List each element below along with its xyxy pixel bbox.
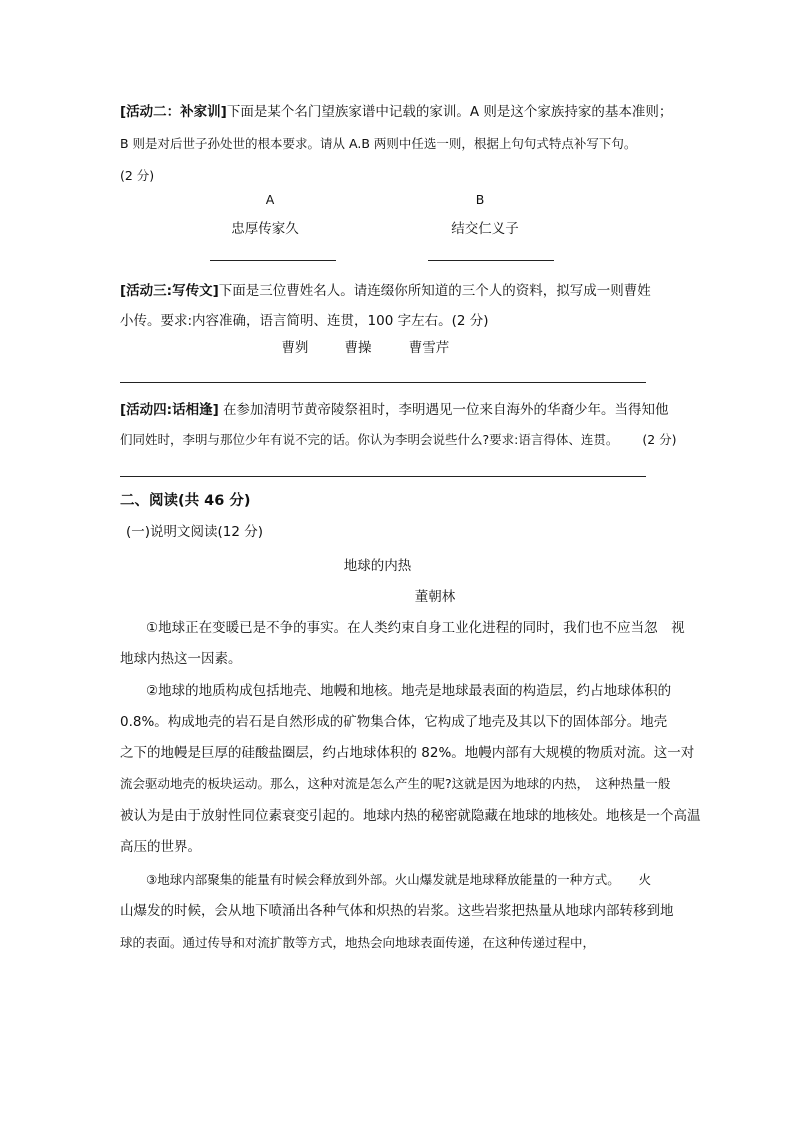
label-a: A: [265, 192, 275, 207]
para2-line3: 之下的地幔是巨厚的硅酸盐圈层，约占地球体积的 82%。地幔内部有大规模的物质对流。这一对: [120, 745, 695, 761]
para2-line5: 被认为是由于放射性同位素衰变引起的。地球内热的秘密就隐藏在地球的地核处。地核是一个高温: [120, 808, 701, 824]
phrase-b: 结交仁义子: [451, 221, 519, 237]
answer-line-a[interactable]: [210, 260, 336, 261]
activity3-line2: 小传。要求:内容准确，语言简明、连贯，100 字左右。(2 分): [120, 313, 489, 329]
para3-line3: 球的表面。通过传导和对流扩散等方式，地热会向地球表面传递，在这种传递过程中，: [120, 935, 596, 950]
activity2-title: [活动二：补家训]: [120, 104, 227, 120]
activity2-points: (2 分): [120, 168, 155, 183]
activity3-text: 下面是三位曹姓名人。请连缀你所知道的三个人的资料，拟写成一则曹姓: [218, 283, 651, 299]
answer-line-activity4[interactable]: [120, 476, 646, 477]
section2-heading: 二、阅读(共 46 分): [120, 493, 251, 509]
subsection-heading: (一)说明文阅读(12 分): [126, 524, 264, 540]
activity4-line2: [120, 430, 677, 450]
activity4-points: (2 分): [642, 432, 677, 447]
activity4-text: 在参加清明节黄帝陵祭祖时，李明遇见一位来自海外的华裔少年。当得知他: [223, 402, 669, 418]
activity4-text2: 们同姓时，李明与那位少年有说不完的话。你认为李明会说些什么?要求:语言得体、连贯。: [120, 432, 619, 447]
article-author: 董朝林: [414, 589, 456, 605]
para2-line4: 流会驱动地壳的板块运动。那么，这种对流是怎么产生的呢?这就是因为地球的内热， 这种热量一般: [120, 776, 671, 791]
para2-line2: 0.8%。构成地壳的岩石是自然形成的矿物集合体，它构成了地壳及其以下的固体部分。地壳: [120, 714, 668, 730]
para2-line6: 高压的世界。: [120, 839, 201, 855]
activity2-text: 下面是某个名门望族家谱中记载的家训。A 则是这个家族持家的基本准则；: [226, 104, 673, 120]
para1-line2: 地球内热这一因素。: [120, 651, 242, 667]
para3-line2: 山爆发的时候，会从地下喷涌出各种气体和炽热的岩浆。这些岩浆把热量从地球内部转移到地: [120, 903, 674, 919]
answer-line-b[interactable]: [428, 260, 554, 261]
activity2-line2: B 则是对后世子孙处世的根本要求。请从 A.B 两则中任选一则，根据上句句式特点补写下句。: [120, 136, 637, 151]
activity3-line1: [120, 281, 651, 301]
para1-line1: ①地球正在变暖已是不争的事实。在人类约束自身工业化进程的同时，我们也不应当忽 视: [146, 620, 685, 636]
activity4-title: [活动四:话相逢]: [120, 402, 219, 418]
label-b: B: [475, 192, 485, 207]
para3-line1: ③地球内部聚集的能量有时候会释放到外部。火山爆发就是地球释放能量的一种方式。 火: [146, 872, 651, 887]
answer-line-activity3[interactable]: [120, 382, 646, 383]
activity2-line1: [120, 102, 672, 122]
phrase-a: 忠厚传家久: [231, 221, 299, 237]
para2-line1: ②地球的地质构成包括地壳、地幔和地核。地壳是地球最表面的构造层，约占地球体积的: [146, 683, 672, 699]
name-cao-xueqin: 曹雪芹: [408, 340, 450, 356]
name-cao-cao: 曹操: [344, 340, 372, 356]
article-title: 地球的内热: [343, 558, 412, 574]
activity3-title: [活动三:写传文]: [120, 283, 219, 299]
activity4-line1: [120, 400, 669, 420]
name-cao-gui: 曹刿: [281, 340, 309, 356]
